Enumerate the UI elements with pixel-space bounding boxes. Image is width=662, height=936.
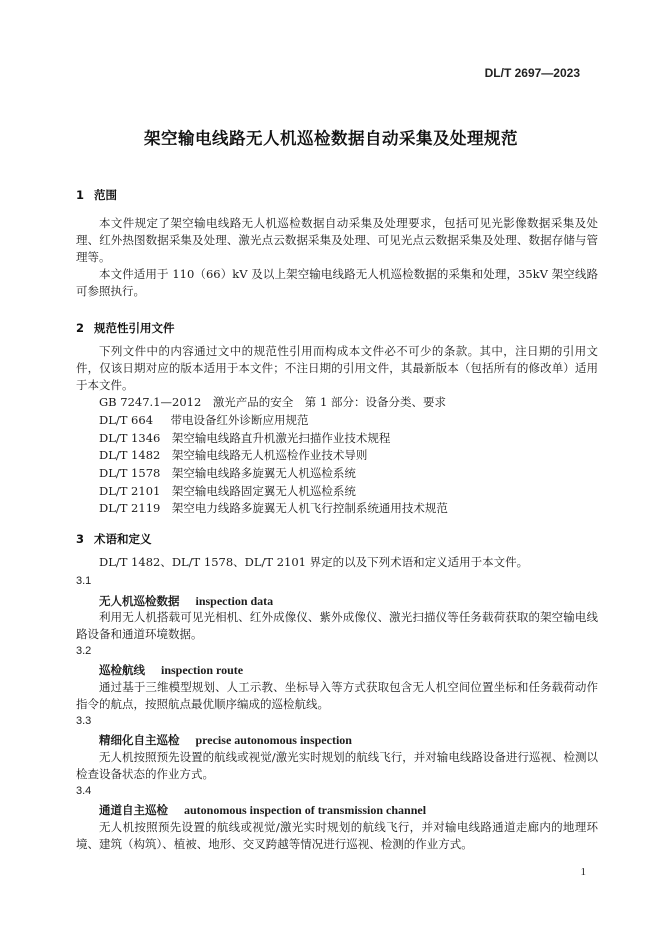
section-title: 范围 — [94, 188, 117, 202]
term-definition: 无人机按照预先设置的航线或视觉/激光实时规划的航线飞行，并对输电线路设备进行巡视、检测以检查设备状态的作业方式。 — [76, 750, 598, 781]
term-zh: 无人机巡检数据 — [99, 594, 180, 608]
reference-title: 激光产品的安全 第 1 部分：设备分类、要求 — [212, 395, 446, 409]
section-1-paragraph-1: 本文件规定了架空输电线路无人机巡检数据自动采集及处理要求，包括可见光影像数据采集及处理、红外热图数据采集及处理、激光点云数据采集及处理、可见光点云数据采集及处理、数据存储与管理等。 — [76, 216, 598, 264]
term-en: precise autonomous inspection — [195, 733, 352, 747]
section-number: 2 — [76, 321, 85, 335]
reference-item — [99, 483, 356, 500]
term-zh: 巡检航线 — [99, 663, 145, 677]
term-en: autonomous inspection of transmission channel — [184, 803, 427, 817]
reference-title: 架空输电线路无人机巡检作业技术导则 — [171, 448, 368, 462]
document-code: DL/T 2697—2023 — [484, 66, 580, 80]
reference-item — [99, 500, 448, 517]
section-1-heading — [76, 187, 117, 203]
document-title: 架空输电线路无人机巡检数据自动采集及处理规范 — [144, 129, 518, 148]
reference-item — [99, 465, 356, 482]
term-zh: 精细化自主巡检 — [99, 733, 180, 747]
term-title — [99, 593, 273, 609]
term-number: 3.3 — [76, 715, 92, 727]
term-en: inspection route — [161, 663, 244, 677]
term-number: 3.2 — [76, 645, 92, 657]
section-number: 3 — [76, 532, 85, 546]
section-3-heading — [76, 531, 152, 547]
section-1-paragraph-2: 本文件适用于 110（66）kV 及以上架空输电线路无人机巡检数据的采集和处理，35kV 架空线路可参照执行。 — [76, 267, 598, 298]
term-en: inspection data — [195, 594, 274, 608]
section-title: 规范性引用文件 — [94, 321, 175, 335]
reference-code: DL/T 2119 — [99, 501, 161, 515]
reference-code: DL/T 1578 — [99, 466, 161, 480]
term-title — [99, 662, 243, 678]
page-number: 1 — [580, 866, 586, 878]
term-title — [99, 732, 352, 748]
term-number: 3.4 — [76, 785, 92, 797]
reference-title: 架空输电线路多旋翼无人机巡检系统 — [171, 466, 356, 480]
reference-title: 带电设备红外诊断应用规范 — [170, 413, 309, 427]
reference-code: GB 7247.1—2012 — [99, 395, 202, 409]
term-zh: 通道自主巡检 — [99, 803, 168, 817]
term-definition: 通过基于三维模型规划、人工示教、坐标导入等方式获取包含无人机空间位置坐标和任务载荷动作指令的航点，按照航点最优顺序编成的巡检航线。 — [76, 680, 598, 711]
reference-item — [99, 430, 390, 447]
section-3-paragraph-1: DL/T 1482、DL/T 1578、DL/T 2101 界定的以及下列术语和定义适用于本文件。 — [99, 555, 529, 569]
section-2-heading — [76, 320, 175, 336]
term-title — [99, 802, 426, 818]
reference-code: DL/T 2101 — [99, 484, 161, 498]
reference-code: DL/T 1482 — [99, 448, 161, 462]
reference-title: 架空输电线路固定翼无人机巡检系统 — [171, 484, 356, 498]
term-number: 3.1 — [76, 575, 92, 587]
reference-title: 架空电力线路多旋翼无人机飞行控制系统通用技术规范 — [171, 501, 448, 515]
reference-code: DL/T 664 — [99, 413, 154, 427]
term-definition: 无人机按照预先设置的航线或视觉/激光实时规划的航线飞行，并对输电线路通道走廊内的地理环境、建筑（构筑）、植被、地形、交叉跨越等情况进行巡视、检测的作业方式。 — [76, 820, 598, 851]
reference-code: DL/T 1346 — [99, 431, 161, 445]
reference-item — [99, 447, 367, 464]
term-definition: 利用无人机搭载可见光相机、红外成像仪、紫外成像仪、激光扫描仪等任务载荷获取的架空输电线路设备和通道环境数据。 — [76, 610, 598, 641]
reference-item — [99, 412, 309, 429]
section-2-paragraph-1: 下列文件中的内容通过文中的规范性引用而构成本文件必不可少的条款。其中，注日期的引用文件，仅该日期对应的版本适用于本文件；不注日期的引用文件，其最新版本（包括所有的修改单）适用于本文件。 — [76, 344, 598, 392]
reference-title: 架空输电线路直升机激光扫描作业技术规程 — [171, 431, 391, 445]
section-number: 1 — [76, 188, 85, 202]
reference-item — [99, 394, 446, 411]
section-title: 术语和定义 — [94, 532, 152, 546]
